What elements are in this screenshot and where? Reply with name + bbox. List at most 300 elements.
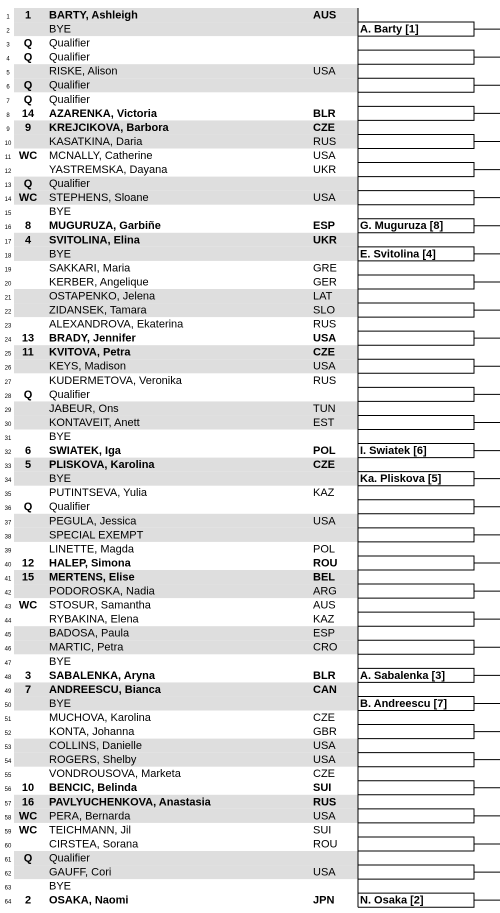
advancer-name: B. Andreescu [7] (360, 697, 448, 710)
draw-row (5, 570, 358, 584)
player-name: RYBAKINA, Elena (49, 613, 139, 626)
draw-position: 18 (4, 253, 12, 260)
bracket-connector (358, 191, 474, 205)
player-name: HALEP, Simona (49, 557, 131, 570)
draw-position: 33 (4, 464, 12, 471)
draw-position: 45 (4, 632, 12, 639)
draw-row (6, 108, 335, 120)
player-name: KASATKINA, Daria (49, 135, 143, 148)
bracket-connector (358, 500, 474, 514)
player-name: PLISKOVA, Karolina (49, 459, 155, 472)
draw-position: 42 (4, 590, 12, 597)
player-country: RUS (313, 135, 337, 148)
draw-position: 11 (4, 154, 12, 161)
player-country: UKR (313, 234, 337, 247)
draw-position: 47 (4, 660, 12, 667)
bracket-connector (358, 640, 474, 654)
draw-position: 15 (4, 211, 12, 218)
draw-row (5, 319, 337, 331)
player-name: KREJCIKOVA, Barbora (49, 121, 169, 134)
player-country: USA (313, 192, 336, 205)
draw-position: 37 (4, 520, 12, 527)
draw-row (5, 177, 358, 191)
draw-position: 62 (4, 871, 12, 878)
player-country: KAZ (313, 487, 335, 500)
draw-row (5, 626, 358, 640)
bracket-connector (358, 78, 474, 92)
draw-position: 40 (4, 562, 12, 569)
seed-label: 5 (24, 459, 32, 472)
seed-label: WC (18, 810, 38, 823)
seed-label: 14 (21, 107, 35, 120)
player-name: BADOSA, Paula (49, 627, 130, 640)
draw-row (5, 150, 336, 162)
player-name: SWIATEK, Iga (49, 445, 121, 457)
draw-row (5, 375, 337, 387)
draw-position: 52 (4, 731, 12, 737)
draw-position: 63 (4, 885, 12, 892)
draw-row (5, 726, 337, 738)
player-country: USA (313, 515, 336, 528)
player-name: PODOROSKA, Nadia (49, 585, 155, 598)
draw-row (6, 38, 90, 50)
player-name: BYE (49, 880, 72, 893)
player-name: OSTAPENKO, Jelena (49, 290, 156, 303)
player-name: BYE (49, 655, 72, 668)
bracket-connector (358, 837, 474, 851)
player-country: CZE (313, 346, 335, 359)
player-name: BARTY, Ashleigh (49, 9, 138, 22)
seed-label: 12 (21, 557, 35, 570)
draw-position: 27 (4, 379, 12, 386)
bracket-connector (358, 556, 474, 570)
draw-position: 2 (6, 28, 10, 35)
draw-position: 19 (4, 267, 12, 274)
draw-row (6, 120, 358, 134)
player-name: PAVLYUCHENKOVA, Anastasia (49, 796, 211, 809)
draw-row (5, 431, 71, 443)
seed-label: 9 (24, 121, 32, 134)
player-name: VONDROUSOVA, Marketa (49, 768, 181, 781)
player-country: POL (313, 445, 336, 457)
draw-row (5, 191, 358, 205)
draw-position: 61 (4, 857, 12, 864)
player-country: ROU (313, 838, 338, 851)
draw-row (5, 289, 358, 303)
player-country: ESP (313, 220, 336, 233)
draw-row (6, 22, 358, 36)
draw-position: 30 (4, 421, 12, 428)
draw-row (5, 303, 358, 317)
seed-label: WC (18, 824, 38, 837)
player-country: ROU (313, 557, 338, 570)
player-name: SPECIAL EXEMPT (49, 529, 144, 542)
player-name: OSAKA, Naomi (49, 894, 129, 907)
player-country: JPN (313, 894, 335, 907)
player-name: KONTA, Johanna (49, 726, 135, 738)
draw-row (5, 782, 332, 794)
bracket-connector (358, 359, 474, 373)
bracket-connector (358, 584, 474, 598)
draw-row (6, 52, 90, 64)
draw-position: 35 (4, 492, 12, 499)
draw-position: 56 (4, 787, 12, 794)
advancer-name: N. Osaka [2] (360, 894, 424, 907)
player-name: Qualifier (49, 79, 90, 92)
draw-row (5, 557, 338, 569)
draw-row (5, 712, 335, 724)
draw-position: 12 (4, 169, 12, 175)
player-name: PEGULA, Jessica (49, 515, 137, 528)
draw-position: 7 (6, 98, 10, 105)
draw-position: 26 (4, 365, 12, 372)
draw-row (5, 262, 337, 274)
player-name: SABALENKA, Aryna (49, 669, 155, 682)
player-name: Qualifier (49, 51, 90, 64)
advancer-name: G. Muguruza [8] (360, 220, 444, 233)
draw-row (5, 220, 335, 232)
player-country: USA (313, 360, 336, 373)
player-name: KUDERMETOVA, Veronika (49, 374, 182, 387)
bracket-connector (358, 725, 474, 739)
draw-position: 57 (4, 801, 12, 808)
seed-label: Q (23, 852, 33, 865)
player-country: CZE (313, 768, 335, 781)
seed-label: 4 (24, 234, 32, 247)
advancer-name: Ka. Pliskova [5] (360, 473, 442, 486)
draw-row (5, 584, 358, 598)
player-name: AZARENKA, Victoria (49, 107, 157, 120)
draw-row (5, 164, 337, 176)
player-name: ALEXANDROVA, Ekaterina (49, 318, 184, 331)
seed-label: 16 (21, 796, 35, 809)
seed-label: Q (23, 388, 33, 401)
player-name: STEPHENS, Sloane (49, 192, 149, 205)
player-country: CZE (313, 459, 335, 472)
player-country: USA (313, 65, 336, 78)
bracket-connector (358, 134, 474, 148)
bracket-connector (358, 415, 474, 429)
draw-row (6, 64, 358, 78)
draw-position: 53 (4, 745, 12, 752)
player-name: ZIDANSEK, Tamara (49, 304, 147, 317)
draw-position: 22 (4, 309, 12, 316)
seed-label: 15 (21, 571, 35, 584)
draw-position: 24 (4, 337, 12, 344)
player-name: STOSUR, Samantha (49, 599, 151, 612)
draw-row (5, 247, 358, 261)
bracket-connector (358, 106, 474, 120)
draw-row (5, 600, 336, 612)
draw-row (5, 276, 337, 288)
draw-position: 21 (4, 295, 12, 302)
player-country: SUI (313, 824, 332, 837)
seed-label: Q (23, 51, 33, 64)
seed-label: Q (23, 37, 33, 50)
draw-row (5, 865, 358, 879)
seed-label: 7 (24, 683, 32, 696)
draw-row (6, 8, 358, 22)
seed-label: Q (23, 79, 33, 92)
bracket-connector (358, 781, 474, 795)
player-name: SAKKARI, Maria (49, 262, 131, 275)
draw-row (5, 640, 358, 654)
player-name: COLLINS, Danielle (49, 740, 142, 753)
player-country: RUS (313, 318, 337, 331)
draw-position: 41 (4, 576, 12, 583)
seed-label: 2 (24, 894, 32, 907)
draw-row (5, 501, 91, 513)
player-name: MUCHOVA, Karolina (49, 711, 151, 724)
player-name: BYE (49, 473, 72, 486)
player-country: BEL (313, 571, 335, 584)
seed-label: 8 (24, 220, 32, 233)
player-name: PUTINTSEVA, Yulia (49, 487, 148, 500)
bracket-connector (358, 809, 474, 823)
draw-position: 13 (4, 183, 12, 190)
draw-row (5, 206, 71, 218)
draw-row (5, 233, 358, 247)
draw-rows (5, 8, 358, 907)
player-country: RUS (313, 796, 337, 809)
draw-row (5, 795, 358, 809)
draw-position: 54 (4, 759, 12, 766)
player-name: BENCIC, Belinda (49, 782, 138, 795)
player-name: Qualifier (49, 37, 90, 50)
draw-position: 3 (6, 42, 10, 49)
seed-label: Q (23, 501, 33, 514)
draw-position: 55 (4, 773, 12, 780)
player-country: KAZ (313, 613, 335, 626)
seed-label: 13 (21, 332, 35, 345)
seed-label: Q (23, 93, 33, 106)
player-country: SLO (313, 304, 336, 317)
draw-row (5, 345, 358, 359)
player-country: USA (313, 149, 336, 162)
draw-position: 50 (4, 702, 12, 709)
draw-row (5, 514, 358, 528)
player-country: GER (313, 276, 337, 289)
player-name: CIRSTEA, Sorana (49, 838, 139, 851)
advancer-name: E. Svitolina [4] (360, 248, 436, 261)
player-name: Qualifier (49, 501, 90, 514)
seed-label: 10 (21, 782, 35, 795)
draw-position: 20 (4, 281, 12, 288)
second-round-names (360, 24, 447, 907)
player-country: TUN (313, 402, 336, 415)
bracket-connector (358, 865, 474, 879)
draw-position: 43 (4, 604, 12, 611)
draw-row (5, 768, 335, 780)
player-name: ANDREESCU, Bianca (49, 683, 161, 696)
seed-label: Q (23, 178, 33, 191)
draw-row (5, 614, 335, 626)
draw-position: 49 (4, 688, 12, 695)
player-name: BYE (49, 697, 72, 710)
draw-position: 1 (6, 14, 10, 21)
player-name: Qualifier (49, 178, 90, 191)
draw-position: 60 (4, 843, 12, 850)
bracket-connector (358, 163, 474, 177)
draw-row (5, 739, 358, 753)
draw-row (5, 528, 358, 542)
player-country: UKR (313, 164, 337, 176)
draw-row (5, 445, 336, 457)
draw-row (5, 809, 358, 823)
player-country: USA (313, 810, 336, 823)
player-name: KVITOVA, Petra (49, 346, 131, 359)
player-name: JABEUR, Ons (49, 402, 119, 415)
player-country: USA (313, 866, 336, 879)
draw-position: 28 (4, 393, 12, 400)
player-country: GBR (313, 726, 337, 738)
draw-position: 6 (6, 84, 10, 91)
player-name: KONTAVEIT, Anett (49, 416, 140, 429)
draw-position: 58 (4, 815, 12, 822)
player-name: BYE (49, 206, 72, 219)
draw-position: 5 (6, 70, 10, 77)
player-name: Qualifier (49, 852, 90, 865)
draw-position: 46 (4, 646, 12, 653)
draw-row (5, 824, 332, 836)
seed-label: WC (18, 149, 38, 162)
seed-label: 6 (24, 445, 32, 457)
seed-label: 3 (24, 669, 32, 682)
advancer-name: I. Swiatek [6] (360, 445, 427, 457)
player-country: LAT (313, 290, 333, 303)
bracket-connector (358, 275, 474, 289)
draw-row (6, 94, 90, 106)
player-name: MCNALLY, Catherine (49, 149, 153, 162)
player-name: PERA, Bernarda (49, 810, 131, 823)
player-name: MUGURUZA, Garbiñe (49, 220, 161, 233)
seed-label: WC (18, 599, 38, 612)
player-country: CRO (313, 641, 338, 654)
draw-position: 38 (4, 534, 12, 541)
advancer-name: A. Sabalenka [3] (360, 669, 445, 682)
draw-row (5, 753, 358, 767)
player-name: MERTENS, Elise (49, 571, 135, 584)
player-country: USA (313, 740, 336, 753)
draw-position: 14 (4, 197, 12, 204)
bracket-connector (358, 387, 474, 401)
draw-position: 31 (4, 435, 12, 442)
player-country: ARG (313, 585, 337, 598)
draw-position: 17 (4, 239, 12, 246)
player-country: ESP (313, 627, 336, 640)
draw-position: 64 (4, 899, 12, 906)
draw-position: 59 (4, 829, 12, 836)
draw-row (5, 656, 71, 668)
player-name: BYE (49, 248, 72, 261)
seed-label: 11 (22, 346, 34, 359)
player-country: AUS (313, 9, 337, 22)
player-name: ROGERS, Shelby (49, 754, 137, 767)
draw-position: 8 (6, 112, 10, 119)
player-country: GRE (313, 262, 337, 275)
bracket-connector (358, 331, 474, 345)
draw-row (5, 838, 338, 850)
player-country: BLR (313, 669, 336, 682)
draw-row (5, 401, 358, 415)
draw-position: 10 (4, 140, 12, 147)
draw-row (5, 851, 358, 865)
draw-row (5, 415, 358, 429)
advancer-name: A. Barty [1] (360, 23, 419, 36)
draw-position: 9 (6, 126, 10, 133)
player-name: BRADY, Jennifer (49, 332, 136, 345)
draw-row (5, 134, 358, 148)
draw-row (5, 359, 358, 373)
draw-position: 36 (4, 506, 12, 513)
draw-row (5, 696, 358, 710)
draw-position: 23 (4, 323, 12, 330)
seed-label: 1 (24, 9, 32, 22)
player-name: LINETTE, Magda (49, 543, 134, 556)
draw-position: 48 (4, 674, 12, 681)
player-name: KERBER, Angelique (49, 276, 149, 289)
draw-row (5, 682, 358, 696)
player-name: BYE (49, 430, 72, 443)
player-country: SUI (313, 782, 332, 795)
player-country: RUS (313, 374, 337, 387)
draw-position: 39 (4, 548, 12, 555)
draw-row (6, 78, 358, 92)
draw-row (5, 543, 335, 555)
draw-position: 51 (4, 716, 12, 723)
player-name: MARTIC, Petra (49, 641, 124, 654)
bracket-connector (358, 50, 474, 64)
draw-position: 29 (4, 407, 12, 414)
draw-position: 16 (4, 225, 12, 232)
player-name: RISKE, Alison (49, 65, 118, 78)
player-country: USA (313, 754, 336, 767)
player-country: EST (313, 416, 335, 429)
player-country: CAN (313, 683, 337, 696)
draw-row (5, 458, 358, 472)
draw-row (5, 333, 337, 345)
draw-position: 32 (4, 450, 12, 456)
bracket-connector (358, 753, 474, 767)
player-country: AUS (313, 599, 336, 612)
player-country: USA (313, 332, 337, 345)
bracket-connector (358, 528, 474, 542)
player-name: TEICHMANN, Jil (49, 824, 131, 837)
player-name: Qualifier (49, 388, 90, 401)
draw-row (5, 670, 336, 682)
draw-position: 25 (4, 351, 12, 358)
player-country: CZE (313, 121, 335, 134)
seed-label: WC (18, 192, 38, 205)
draw-row (5, 389, 91, 401)
player-name: Qualifier (49, 93, 90, 106)
draw-row (5, 472, 358, 486)
player-country: POL (313, 543, 336, 556)
draw-position: 34 (4, 478, 12, 485)
draw-position: 44 (4, 618, 12, 625)
player-country: BLR (313, 107, 336, 120)
player-name: YASTREMSKA, Dayana (49, 164, 168, 176)
player-country: CZE (313, 711, 335, 724)
bracket-connector (358, 303, 474, 317)
draw-position: 4 (6, 56, 10, 63)
player-name: BYE (49, 23, 72, 36)
draw-row (5, 895, 335, 907)
bracket-lines (358, 22, 500, 907)
player-name: KEYS, Madison (49, 360, 127, 373)
player-name: GAUFF, Cori (49, 866, 112, 879)
draw-row (5, 881, 71, 893)
